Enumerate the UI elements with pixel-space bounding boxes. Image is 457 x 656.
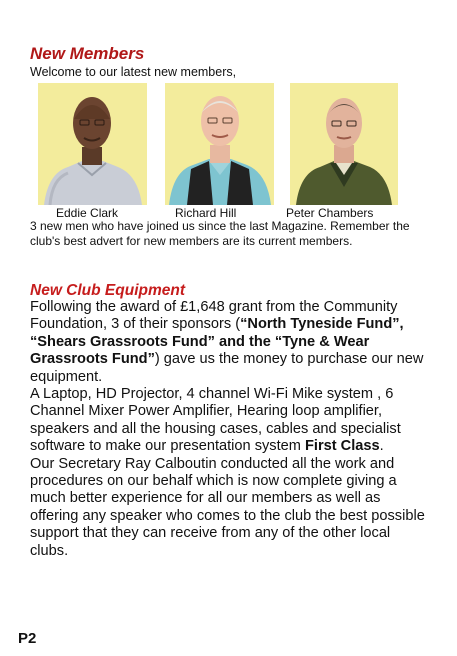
equipment-list-paragraph xyxy=(30,386,430,456)
grant-text: Following the award of £1,648 grant from the Community Foundation, 3 of their sponsors ( xyxy=(30,299,398,333)
new-members-heading: New Members xyxy=(30,44,145,63)
member-name-caption: Richard Hill xyxy=(175,206,237,220)
member-photo-peter-chambers xyxy=(290,83,398,205)
first-class-emphasis: First Class xyxy=(304,438,380,455)
member-name-caption: Eddie Clark xyxy=(56,206,119,220)
grant-text-end: ) gave us the money to purchase our new equipment. xyxy=(30,351,424,385)
club-equipment-heading: New Club Equipment xyxy=(30,282,185,299)
page-number: P2 xyxy=(18,630,37,647)
welcome-text: Welcome to our latest new members, xyxy=(30,65,237,79)
new-members-note: 3 new men who have joined us since the last Magazine. Remember the club's best advert for new members are its current members. xyxy=(30,219,410,248)
grant-paragraph xyxy=(30,299,430,386)
equipment-list-text: A Laptop, HD Projector, 4 channel Wi-Fi Mike system , 6 Channel Mixer Power Amplifier, Hearing loop amplifier, speakers and all the housing cases, cables and specialist software to make our presentation system xyxy=(30,386,401,455)
club-equipment-body xyxy=(30,299,430,560)
member-photo-eddie-clark xyxy=(38,83,147,205)
equipment-list-end: . xyxy=(379,438,384,455)
member-photo-richard-hill xyxy=(165,83,274,205)
member-name-caption: Peter Chambers xyxy=(286,206,374,220)
sponsor-names: “North Tyneside Fund”, “Shears Grassroots Fund” and the “Tyne & Wear Grassroots Fund” xyxy=(30,316,404,368)
secretary-paragraph: Our Secretary Ray Calboutin conducted all the work and procedures on our behalf which is now complete giving a much better experience for all our members as well as offering any speaker who comes to the club the best possible support that they can receive from any of the other local clubs. xyxy=(30,455,425,559)
